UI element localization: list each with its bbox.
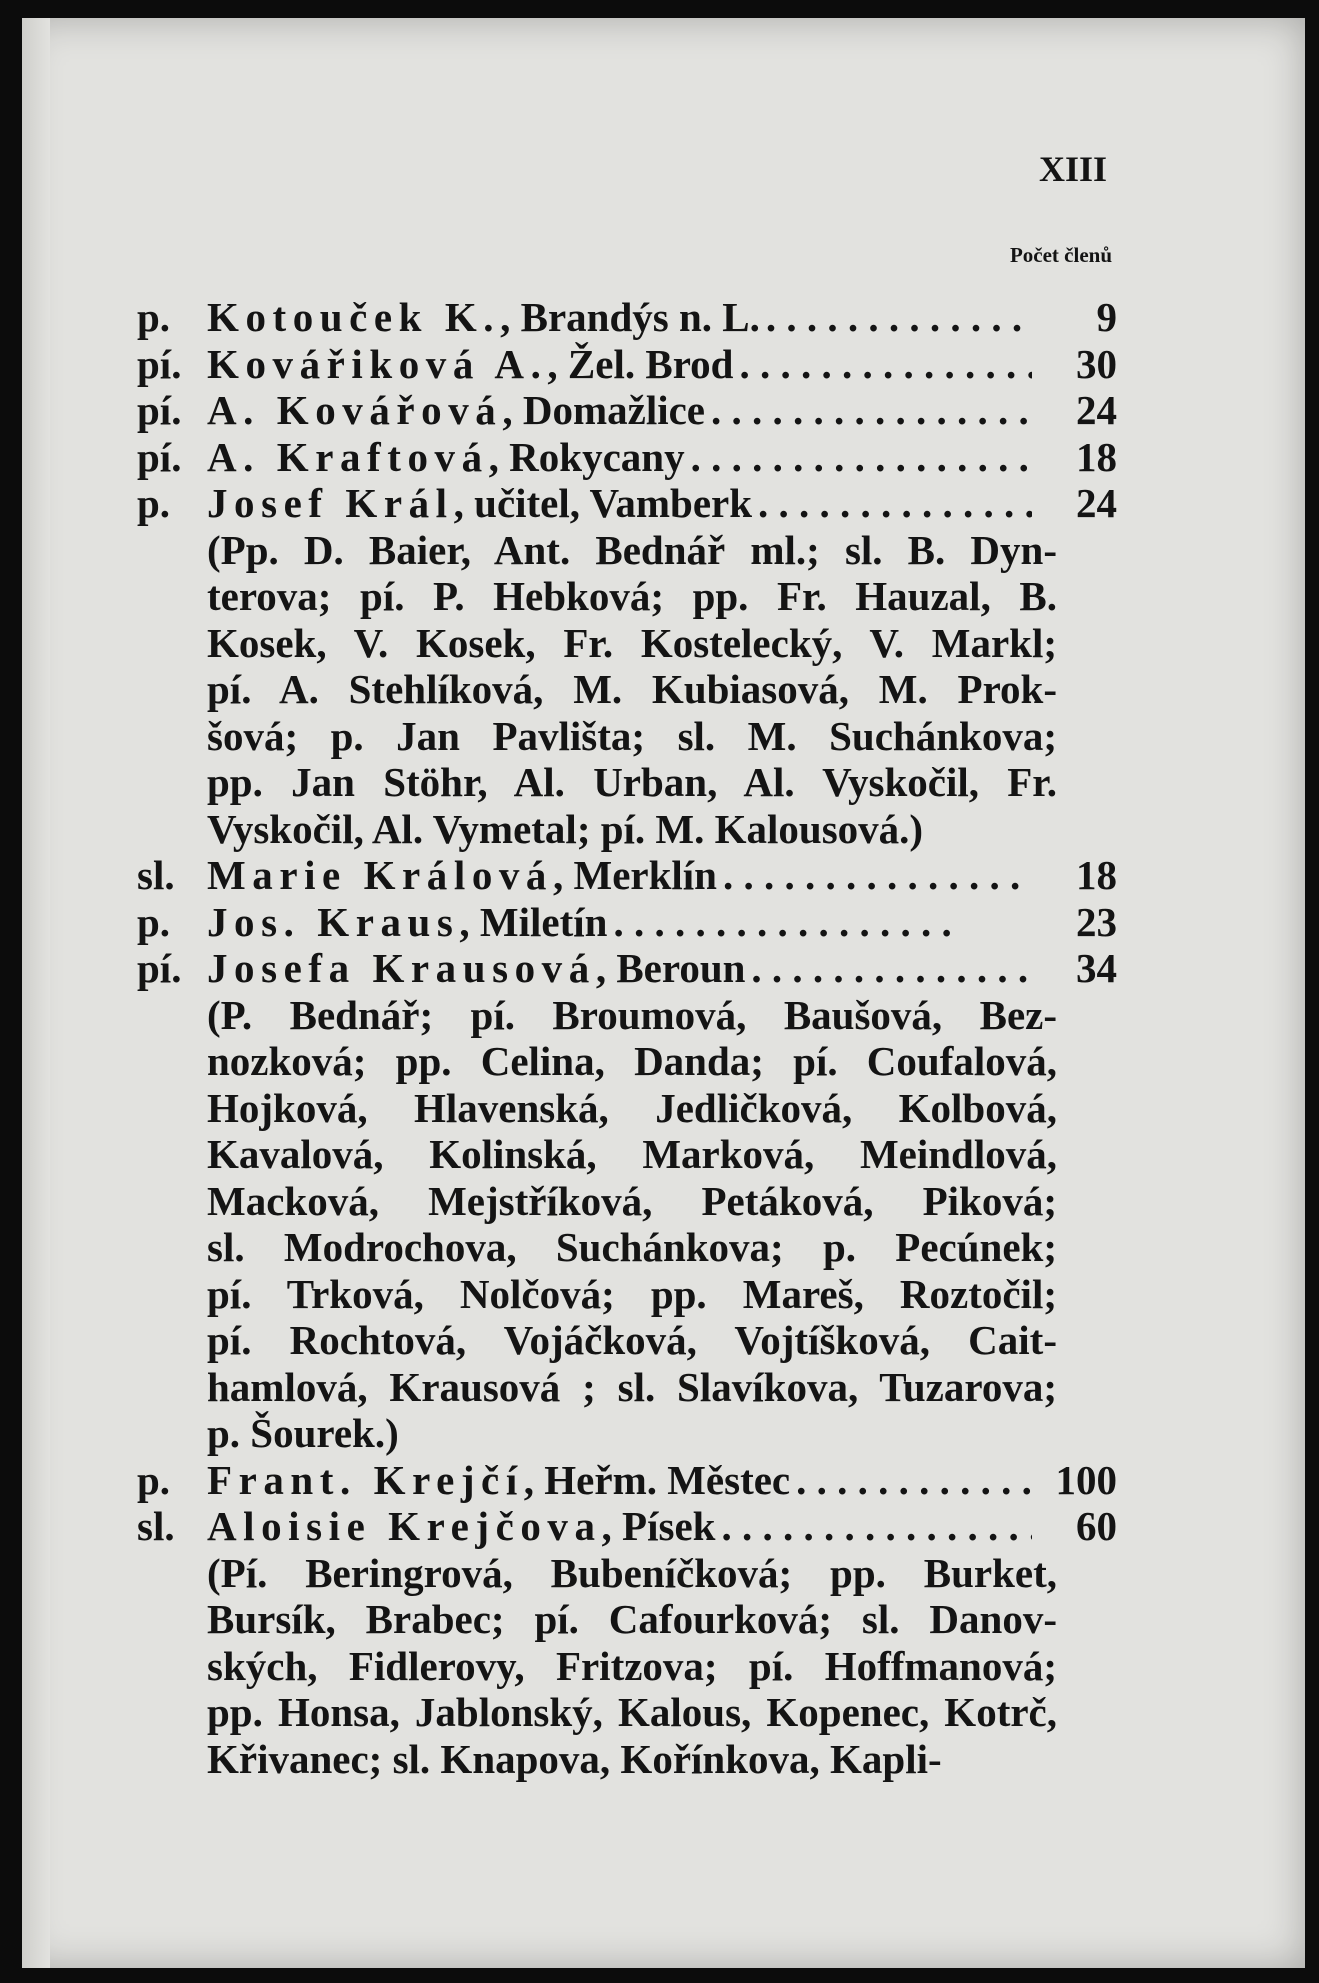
leader-dots	[705, 387, 1032, 434]
entry-row	[137, 899, 1117, 946]
entry-title: p.	[137, 898, 171, 945]
entry-place: , Heřm. Městec	[523, 1456, 791, 1503]
note-line: šová; p. Jan Pavlišta; sl. M. Suchánkova;	[207, 712, 1057, 759]
entry-count: 60	[1076, 1503, 1117, 1549]
entry-count: 24	[1076, 387, 1117, 433]
page-spine-shadow	[22, 18, 50, 1968]
note-line: p. Šourek.)	[207, 1410, 399, 1456]
entry-body	[207, 294, 1032, 341]
entry-title: pí.	[137, 340, 182, 387]
entry-body	[207, 387, 1032, 434]
entry-count: 100	[1055, 1456, 1117, 1503]
note-line: nozková; pp. Celina, Danda; pí. Coufalová,	[207, 1038, 1057, 1084]
entry-block-2	[137, 852, 1117, 992]
entry-count: 34	[1076, 945, 1117, 991]
entry-body	[207, 480, 1032, 527]
leader-dots	[685, 434, 1032, 481]
entry-count: 23	[1076, 898, 1117, 945]
entry-name: A. Kraftová	[207, 433, 489, 480]
note-line: (P. Bednář; pí. Broumová, Baušová, Bez-	[207, 991, 1057, 1038]
entry-name: Frant. Krejčí	[207, 1456, 524, 1503]
entry-row	[137, 341, 1117, 388]
note-line: Macková, Mejstříková, Petáková, Piková;	[207, 1177, 1057, 1224]
entry-count: 9	[1096, 294, 1117, 340]
entry-note-2	[137, 992, 1057, 1457]
entry-body	[207, 852, 1032, 899]
entry-block-3	[137, 1457, 1117, 1550]
entry-row	[137, 1503, 1117, 1550]
entry-name: Kotouček K.	[207, 294, 501, 340]
entry-name: Jos. Kraus	[207, 898, 460, 945]
note-line: Bursík, Brabec; pí. Cafourková; sl. Danov-	[207, 1596, 1057, 1642]
entry-note-1	[137, 527, 1057, 853]
entry-block-1	[137, 294, 1117, 527]
entry-row	[137, 387, 1117, 434]
page-number: XIII	[1038, 149, 1107, 189]
entry-title: p.	[137, 294, 171, 340]
note-line: (Pp. D. Baier, Ant. Bednář ml.; sl. B. Dyn-	[207, 526, 1057, 573]
entry-place: , Merklín	[553, 852, 717, 898]
entry-place: , Brandýs n. L.	[500, 294, 760, 340]
entry-place: , Miletín	[459, 898, 608, 945]
book-page	[22, 18, 1305, 1968]
entry-title: pí.	[137, 433, 182, 480]
note-line: terova; pí. P. Hebková; pp. Fr. Hauzal, B.	[207, 573, 1057, 619]
entry-row	[137, 294, 1117, 341]
entry-place: , Beroun	[595, 945, 746, 991]
note-line: pí. Trková, Nolčová; pp. Mareš, Roztočil;	[207, 1270, 1057, 1317]
entry-title: sl.	[137, 852, 175, 898]
entry-title: pí.	[137, 387, 182, 433]
note-line: Křivanec; sl. Knapova, Kořínkova, Kapli-	[207, 1735, 942, 1782]
note-line: Kavalová, Kolinská, Marková, Meindlová,	[207, 1131, 1057, 1177]
entry-count: 18	[1076, 433, 1117, 480]
column-header: Počet členů	[1009, 243, 1112, 267]
entry-title: p.	[137, 1456, 171, 1503]
entry-row	[137, 434, 1117, 481]
entry-body	[207, 1503, 1032, 1550]
leader-dots	[790, 1457, 1032, 1504]
entry-place: , Domažlice	[502, 387, 705, 433]
leader-dots	[760, 294, 1032, 341]
entry-count: 30	[1076, 340, 1117, 387]
entry-body	[207, 899, 1032, 946]
entry-count: 24	[1076, 480, 1117, 526]
note-line: (Pí. Beringrová, Bubeníčková; pp. Burket,	[207, 1549, 1057, 1596]
entry-name: A. Kovářová	[207, 387, 503, 433]
note-line: Vyskočil, Al. Vymetal; pí. M. Kalousová.)	[207, 805, 924, 852]
entry-name: Josefa Krausová	[207, 945, 596, 991]
entry-place: , Žel. Brod	[547, 340, 734, 387]
entry-row	[137, 852, 1117, 899]
entry-place: , Rokycany	[488, 433, 685, 480]
entry-name: Kovářiková A.	[207, 340, 548, 387]
entry-title: p.	[137, 480, 171, 526]
leader-dots	[752, 480, 1032, 527]
entry-place: , učitel, Vamberk	[453, 480, 753, 526]
entry-name: Aloisie Krejčova	[207, 1503, 602, 1549]
leader-dots	[745, 945, 1032, 992]
member-list	[137, 294, 1117, 1782]
leader-dots	[717, 852, 1032, 899]
entry-row	[137, 945, 1117, 992]
entry-name: Josef Král	[207, 480, 454, 526]
entry-row	[137, 480, 1117, 527]
entry-title: sl.	[137, 1503, 175, 1549]
entry-row	[137, 1457, 1117, 1504]
entry-title: pí.	[137, 945, 182, 991]
note-line: pp. Honsa, Jablonský, Kalous, Kopenec, Kotrč,	[207, 1689, 1057, 1735]
entry-note-3	[137, 1550, 1057, 1783]
note-line: pí. Rochtová, Vojáčková, Vojtíšková, Cait-	[207, 1317, 1057, 1363]
note-line: hamlová, Krausová ; sl. Slavíkova, Tuzarova;	[207, 1363, 1057, 1410]
note-line: pí. A. Stehlíková, M. Kubiasová, M. Prok-	[207, 666, 1057, 712]
note-line: pp. Jan Stöhr, Al. Urban, Al. Vyskočil, Fr.	[207, 759, 1057, 805]
entry-body	[207, 1457, 1032, 1504]
note-line: Hojková, Hlavenská, Jedličková, Kolbová,	[207, 1084, 1057, 1131]
entry-name: Marie Králová	[207, 852, 553, 898]
leader-dots	[715, 1503, 1032, 1550]
entry-place: , Písek	[601, 1503, 716, 1549]
entry-body	[207, 945, 1032, 992]
leader-dots	[607, 899, 1032, 946]
entry-count: 18	[1076, 852, 1117, 898]
entry-body	[207, 434, 1032, 481]
entry-body	[207, 341, 1032, 388]
note-line: sl. Modrochova, Suchánkova; p. Pecúnek;	[207, 1224, 1057, 1270]
leader-dots	[733, 341, 1032, 388]
note-line: Kosek, V. Kosek, Fr. Kostelecký, V. Markl;	[207, 619, 1057, 666]
note-line: ských, Fidlerovy, Fritzova; pí. Hoffmanová;	[207, 1642, 1057, 1689]
